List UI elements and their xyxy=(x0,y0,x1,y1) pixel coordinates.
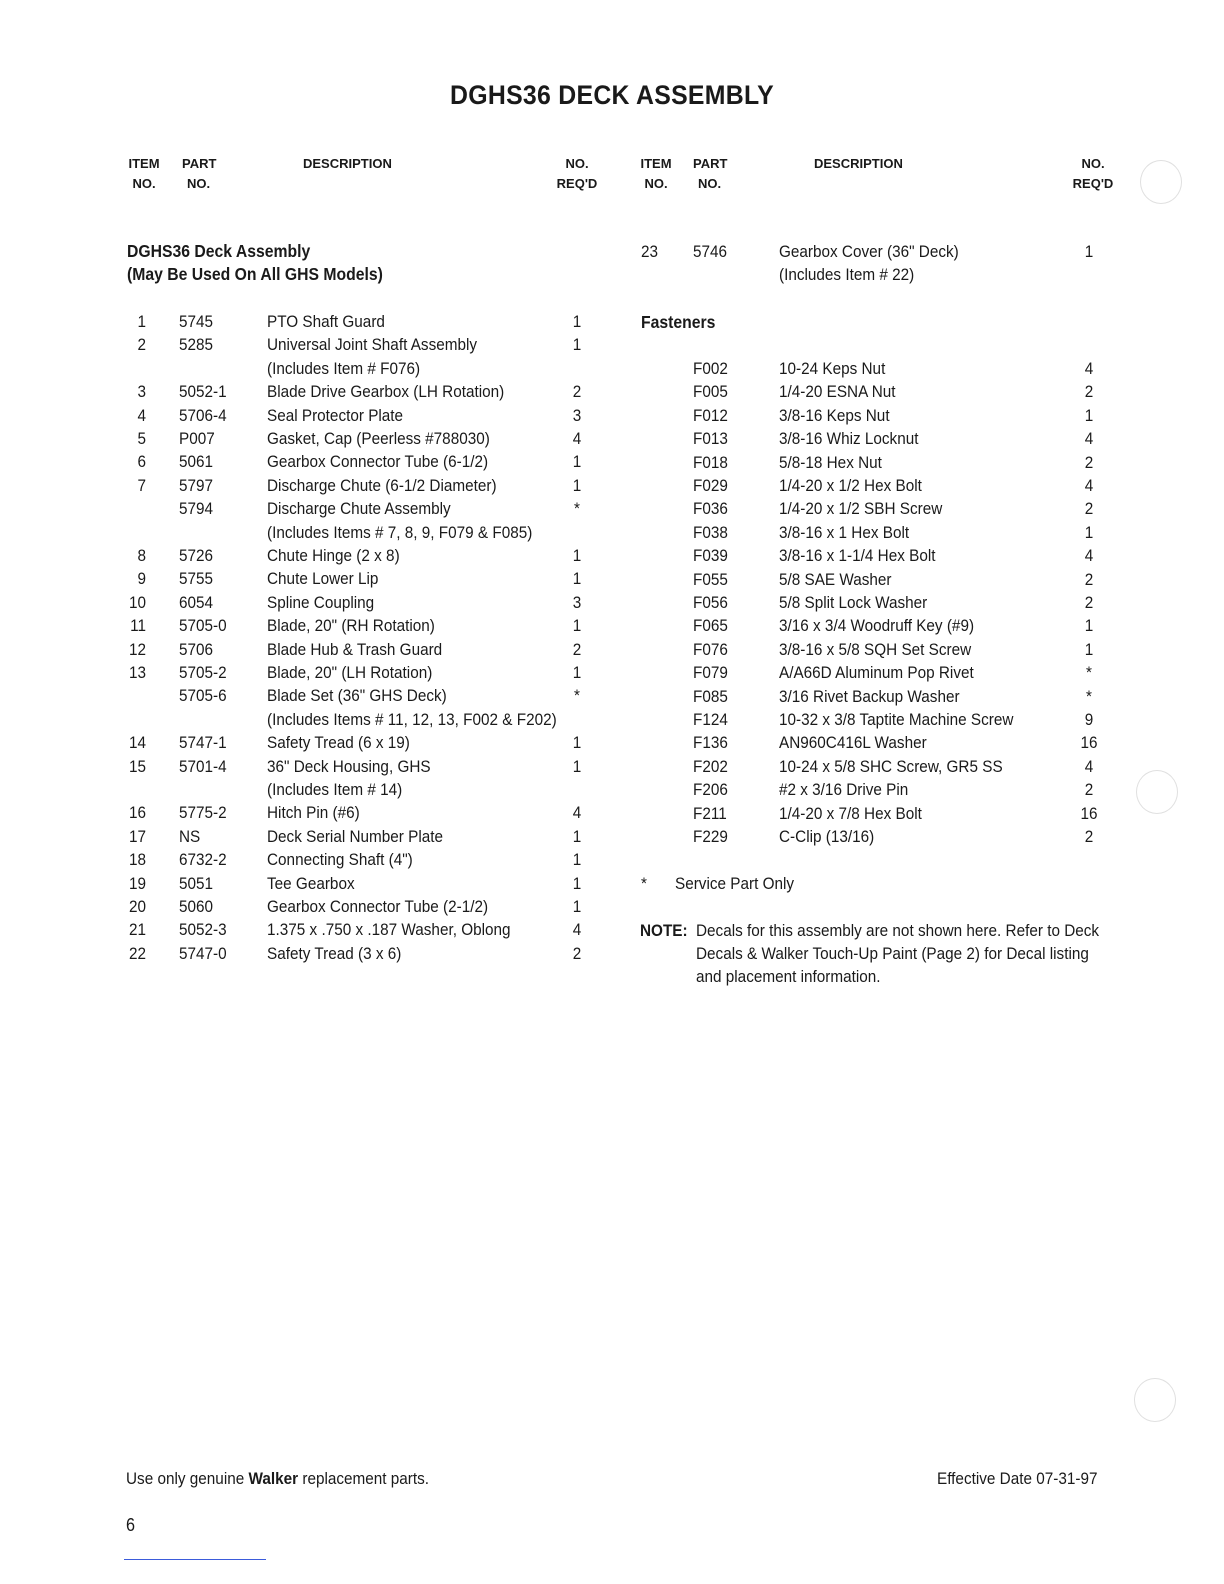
part-number: 5061 xyxy=(179,452,214,472)
part-description: Hitch Pin (#6) xyxy=(267,803,360,823)
quantity-required: 1 xyxy=(572,826,582,846)
part-description: Blade, 20" (RH Rotation) xyxy=(267,616,435,636)
part-description: AN960C416L Washer xyxy=(779,733,927,753)
item-number: 10 xyxy=(128,592,146,612)
page-title: DGHS36 DECK ASSEMBLY xyxy=(450,80,774,110)
quantity-required: 1 xyxy=(572,850,582,870)
quantity-required: 2 xyxy=(572,639,582,659)
part-description: C-Clip (13/16) xyxy=(779,827,875,846)
quantity-required: 2 xyxy=(572,382,582,402)
item-number: 8 xyxy=(137,546,146,565)
part-description: (Includes Items # 11, 12, 13, F002 & F202) xyxy=(267,709,557,729)
part-number: 5794 xyxy=(179,499,214,519)
header-no-reqd: NO. REQ'D xyxy=(556,156,598,191)
quantity-required: 1 xyxy=(572,873,582,893)
part-description: 3/8-16 x 5/8 SQH Set Screw xyxy=(779,639,972,659)
fasteners-heading: Fasteners xyxy=(641,312,716,332)
quantity-required: * xyxy=(1086,663,1092,683)
quantity-required: 1 xyxy=(572,897,582,916)
item-number: 7 xyxy=(137,475,146,495)
section-title: DGHS36 Deck Assembly xyxy=(127,241,311,261)
part-description: 5/8 Split Lock Washer xyxy=(779,593,928,612)
quantity-required: 4 xyxy=(1084,359,1094,378)
part-description: 1.375 x .750 x .187 Washer, Oblong xyxy=(267,920,511,940)
part-description: Blade Hub & Trash Guard xyxy=(267,639,443,659)
item-number: 15 xyxy=(128,756,146,776)
part-description: Blade Set (36" GHS Deck) xyxy=(267,686,447,706)
part-description: 5/8-18 Hex Nut xyxy=(779,452,882,472)
quantity-required: 16 xyxy=(1080,733,1098,753)
note-line-2: Decals & Walker Touch-Up Paint (Page 2) for Decal listing xyxy=(696,944,1089,963)
part-description: Chute Lower Lip xyxy=(267,569,379,589)
part-number: 5755 xyxy=(179,569,214,589)
quantity-required: 1 xyxy=(572,616,582,636)
quantity-required: 1 xyxy=(1084,405,1094,425)
part-number: NS xyxy=(179,826,201,846)
part-description: Safety Tread (6 x 19) xyxy=(267,733,410,753)
item-number: 20 xyxy=(128,897,146,916)
header-no-reqd-right: NO. REQ'D xyxy=(1072,156,1114,191)
quantity-required: * xyxy=(1086,686,1092,706)
part-description: Spline Coupling xyxy=(267,592,375,612)
footer-rule xyxy=(124,1559,266,1560)
quantity-required: 1 xyxy=(572,569,582,589)
part-number: F055 xyxy=(693,569,728,589)
quantity-required: 2 xyxy=(1084,499,1094,519)
part-description: 10-24 x 5/8 SHC Screw, GR5 SS xyxy=(779,756,1003,776)
quantity-required: 1 xyxy=(572,733,582,753)
part-description: 3/8-16 x 1-1/4 Hex Bolt xyxy=(779,546,936,566)
quantity-required: 2 xyxy=(572,943,582,963)
item-number: 2 xyxy=(137,335,146,355)
item-number: 13 xyxy=(128,663,146,682)
part-description: Gearbox Connector Tube (6-1/2) xyxy=(267,452,489,472)
part-description: Blade Drive Gearbox (LH Rotation) xyxy=(267,382,505,402)
quantity-required: 3 xyxy=(572,405,582,425)
part-description: 3/8-16 Keps Nut xyxy=(779,405,890,425)
quantity-required: 1 xyxy=(572,663,582,682)
part-description: 10-24 Keps Nut xyxy=(779,359,886,378)
part-number: 5747-0 xyxy=(179,943,227,963)
part-number: F211 xyxy=(693,803,727,823)
item-number: 18 xyxy=(128,850,146,870)
item-number: 19 xyxy=(128,873,146,893)
part-number: 5745 xyxy=(179,312,214,331)
quantity-required: 1 xyxy=(572,312,582,331)
item-number: 22 xyxy=(128,943,146,963)
effective-date: Effective Date 07-31-97 xyxy=(937,1469,1098,1488)
part-description: Discharge Chute (6-1/2 Diameter) xyxy=(267,475,497,495)
header-item-no: ITEM NO. xyxy=(128,156,160,191)
header-description: DESCRIPTION xyxy=(303,156,392,171)
item-number: 17 xyxy=(128,826,146,846)
part-number: F076 xyxy=(693,639,728,659)
part-description: Gearbox Cover (36" Deck) xyxy=(779,242,959,261)
item-number: 23 xyxy=(641,242,659,261)
part-number: F002 xyxy=(693,359,728,378)
part-description: Chute Hinge (2 x 8) xyxy=(267,546,400,565)
quantity-required: 1 xyxy=(572,335,582,355)
quantity-required: 4 xyxy=(1084,546,1094,566)
part-number: 5747-1 xyxy=(179,733,227,753)
part-description: Safety Tread (3 x 6) xyxy=(267,943,402,963)
quantity-required: 2 xyxy=(1084,382,1094,402)
quantity-required: 4 xyxy=(572,920,582,940)
item-number: 9 xyxy=(137,569,146,589)
quantity-required: 1 xyxy=(1084,616,1094,636)
header-part-no: PART NO. xyxy=(182,156,217,191)
part-description: 1/4-20 x 7/8 Hex Bolt xyxy=(779,803,922,823)
part-number: F029 xyxy=(693,476,728,495)
quantity-required: 1 xyxy=(1084,522,1094,542)
quantity-required: * xyxy=(574,499,580,519)
part-number: 5285 xyxy=(179,335,214,355)
quantity-required: 4 xyxy=(1084,476,1094,495)
quantity-required: 2 xyxy=(1084,827,1094,846)
header-part-no-right: PART NO. xyxy=(693,156,728,191)
quantity-required: 4 xyxy=(572,429,582,448)
item-number: 5 xyxy=(137,429,146,448)
part-number: F079 xyxy=(693,663,728,683)
item-number: 14 xyxy=(128,733,146,753)
part-description: Discharge Chute Assembly xyxy=(267,499,451,519)
part-number: 5052-3 xyxy=(179,920,227,940)
header-item-no-right: ITEM NO. xyxy=(640,156,672,191)
part-number: F038 xyxy=(693,522,728,542)
item-number: 21 xyxy=(128,920,146,940)
part-description: Gearbox Connector Tube (2-1/2) xyxy=(267,897,489,916)
part-number: 6054 xyxy=(179,592,214,612)
part-number: 6732-2 xyxy=(179,850,227,870)
part-number: F206 xyxy=(693,780,728,800)
note-line-3: and placement information. xyxy=(696,967,881,986)
item-number: 4 xyxy=(137,405,146,425)
part-description: 1/4-20 x 1/2 SBH Screw xyxy=(779,499,943,519)
part-description: A/A66D Aluminum Pop Rivet xyxy=(779,663,974,683)
quantity-required: * xyxy=(574,686,580,706)
part-number: F229 xyxy=(693,827,728,846)
part-number: F036 xyxy=(693,499,728,519)
quantity-required: 1 xyxy=(572,756,582,776)
part-number: 5797 xyxy=(179,475,214,495)
header-description-right: DESCRIPTION xyxy=(814,156,903,171)
part-description: Connecting Shaft (4") xyxy=(267,850,413,870)
part-description: 3/8-16 x 1 Hex Bolt xyxy=(779,522,910,542)
binder-hole-mark xyxy=(1136,770,1178,814)
part-number: F005 xyxy=(693,382,728,402)
part-number: 5052-1 xyxy=(179,382,227,402)
quantity-required: 1 xyxy=(1084,242,1094,261)
part-description: 1/4-20 x 1/2 Hex Bolt xyxy=(779,476,922,495)
part-number: 5705-6 xyxy=(179,686,227,706)
part-description: PTO Shaft Guard xyxy=(267,312,385,331)
part-number: 5060 xyxy=(179,897,214,916)
item-number: 3 xyxy=(137,382,146,402)
part-number: 5726 xyxy=(179,546,214,565)
part-description: 1/4-20 ESNA Nut xyxy=(779,382,896,402)
part-number: 5706 xyxy=(179,639,214,659)
part-description: Deck Serial Number Plate xyxy=(267,826,444,846)
page-number: 6 xyxy=(126,1515,136,1535)
quantity-required: 1 xyxy=(572,452,582,472)
quantity-required: 4 xyxy=(1084,756,1094,776)
quantity-required: 16 xyxy=(1080,803,1098,823)
part-number: 5746 xyxy=(693,242,728,261)
note-label: NOTE: xyxy=(640,921,688,940)
part-description: Seal Protector Plate xyxy=(267,405,404,425)
quantity-required: 1 xyxy=(1084,639,1094,659)
part-number: F085 xyxy=(693,686,728,706)
quantity-required: 2 xyxy=(1084,569,1094,589)
part-number: 5705-2 xyxy=(179,663,227,682)
footer-left: Use only genuine Walker replacement parts. xyxy=(126,1469,430,1488)
part-number: F136 xyxy=(693,733,728,753)
part-description: 3/16 Rivet Backup Washer xyxy=(779,686,960,706)
quantity-required: 3 xyxy=(572,592,582,612)
part-description: 10-32 x 3/8 Taptite Machine Screw xyxy=(779,710,1014,729)
part-description: (Includes Items # 7, 8, 9, F079 & F085) xyxy=(267,522,533,542)
part-description: #2 x 3/16 Drive Pin xyxy=(779,780,909,800)
service-note-text: Service Part Only xyxy=(675,874,795,893)
part-description: Tee Gearbox xyxy=(267,873,355,893)
item-number: 6 xyxy=(137,452,146,472)
quantity-required: 1 xyxy=(572,546,582,565)
part-number: 5705-0 xyxy=(179,616,227,636)
part-number: F202 xyxy=(693,756,728,776)
part-number: 5701-4 xyxy=(179,756,227,776)
part-description: Blade, 20" (LH Rotation) xyxy=(267,663,433,682)
section-subtitle: (May Be Used On All GHS Models) xyxy=(127,264,383,284)
binder-hole-mark xyxy=(1140,160,1182,204)
part-number: 5706-4 xyxy=(179,405,227,425)
part-description: 3/16 x 3/4 Woodruff Key (#9) xyxy=(779,616,975,636)
quantity-required: 2 xyxy=(1084,452,1094,472)
item-number: 12 xyxy=(128,639,146,659)
binder-hole-mark xyxy=(1134,1378,1176,1422)
part-description: 5/8 SAE Washer xyxy=(779,569,892,589)
part-number: 5775-2 xyxy=(179,803,227,823)
service-note-symbol: * xyxy=(641,874,647,893)
part-description: (Includes Item # 14) xyxy=(267,780,403,799)
part-number: F018 xyxy=(693,452,728,472)
brand-name: Walker xyxy=(248,1469,299,1488)
quantity-required: 2 xyxy=(1084,780,1094,800)
quantity-required: 2 xyxy=(1084,593,1094,612)
part-number: F012 xyxy=(693,405,728,425)
part-description: Gasket, Cap (Peerless #788030) xyxy=(267,429,490,448)
part-description: 3/8-16 Whiz Locknut xyxy=(779,429,919,449)
item-number: 11 xyxy=(130,616,146,636)
part-number: F065 xyxy=(693,616,728,636)
item-number: 1 xyxy=(137,312,146,331)
part-number: F039 xyxy=(693,546,728,566)
quantity-required: 9 xyxy=(1084,710,1094,729)
quantity-required: 1 xyxy=(572,475,582,495)
part-number: F056 xyxy=(693,593,728,612)
part-description: (Includes Item # 22) xyxy=(779,265,915,285)
quantity-required: 4 xyxy=(1084,429,1094,449)
quantity-required: 4 xyxy=(572,803,582,823)
part-number: P007 xyxy=(179,429,215,448)
note-line-1: Decals for this assembly are not shown here. Refer to Deck xyxy=(696,921,1100,940)
part-number: 5051 xyxy=(179,873,214,893)
part-description: Universal Joint Shaft Assembly xyxy=(267,335,478,355)
part-description: 36" Deck Housing, GHS xyxy=(267,756,431,776)
part-number: F013 xyxy=(693,429,728,449)
item-number: 16 xyxy=(128,803,146,823)
part-number: F124 xyxy=(693,710,728,729)
part-description: (Includes Item # F076) xyxy=(267,358,421,378)
